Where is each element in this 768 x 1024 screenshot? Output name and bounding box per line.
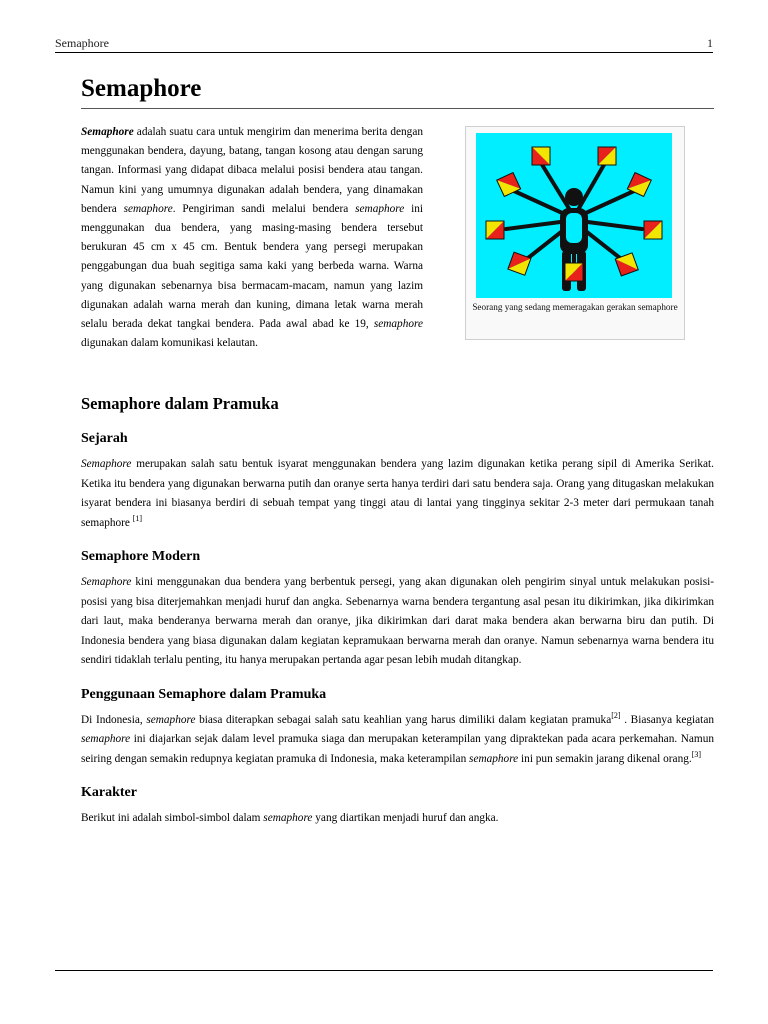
intro-em-1: semaphore (123, 202, 173, 215)
penggunaan-text-5: ini pun semakin jarang dikenal orang. (518, 752, 692, 765)
sejarah-paragraph (81, 455, 714, 533)
citation-link-1[interactable]: [1] (132, 513, 143, 523)
heading-semaphore-modern: Semaphore Modern (81, 549, 201, 564)
header-rule (55, 52, 713, 53)
karakter-text-1: Berikut ini adalah simbol-simbol dalam (81, 812, 264, 824)
penggunaan-em-2: semaphore (81, 733, 131, 745)
modern-text: kini menggunakan dua bendera yang berbentuk persegi, yang akan digunakan oleh pengirim sinyal untuk melakukan posisi-posisi yang bisa diterjemahkan menjadi huruf dan angka. Sebenarnya warna bendera tergantung asal pesan itu dikirimkan, jika dikirimkan dari laut, maka benderanya berwarna merah dan oranye, jika dikirimkan dari darat maka bendera akan berwarna biru dan putih. Di Indonesia bendera yang biasa digunakan dalam kegiatan kepramukaan berwarna merah dan oranye. Namun sebenarnya warna bendera itu sendiri tidaklah terlalu penting, itu hanya merupakan pertanda agar pesan lebih mudah ditangkap. (81, 576, 714, 666)
intro-text-3: ini menggunakan dua bendera, yang masing-masing bendera tersebut berukuran 45 cm x 45 cm. Bentuk bendera yang persegi merupakan penggabungan dua buah segitiga sama kaki yang berbeda warna. Warna yang digunakan sebenarnya bisa bermacam-macam, namun yang lazim digunakan adalah warna merah dan kuning, dimana letak warna merah selalu berada dekat tangkai bendera. Pada awal abad ke 19, (81, 202, 424, 331)
flag-top-right (598, 147, 616, 165)
penggunaan-em-1: semaphore (146, 713, 196, 726)
semaphore-illustration (476, 133, 672, 298)
intro-text-1: adalah suatu cara untuk mengirim dan menerima berita dengan menggunakan bendera, dayung, batang, tangan kosong atau dengan sarung tangan. Informasi yang didapat dibaca melalui posisi bendera atau tangan. Namun kini yang umumnya digunakan adalah bendera, yang dinamakan bendera (81, 126, 423, 215)
citation-link-3[interactable]: [3] (691, 749, 702, 759)
heading-karakter: Karakter (81, 785, 137, 800)
penggunaan-text-1: Di Indonesia, (81, 713, 147, 726)
heading-sejarah: Sejarah (81, 431, 128, 446)
intro-text-4: digunakan dalam komunikasi kelautan. (81, 337, 258, 350)
sejarah-em: Semaphore (81, 458, 132, 470)
intro-text-2: . Pengiriman sandi melalui bendera (172, 202, 356, 215)
penggunaan-text-2: biasa diterapkan sebagai salah satu keahlian yang harus dimiliki dalam kegiatan pramuka (195, 713, 612, 726)
figure-caption: Seorang yang sedang memeragakan gerakan semaphore (472, 302, 678, 312)
footer-rule (55, 970, 713, 971)
flag-bottom-center (565, 263, 583, 281)
heading-penggunaan: Penggunaan Semaphore dalam Pramuka (81, 686, 327, 702)
intro-term: Semaphore (81, 126, 134, 138)
karakter-em: semaphore (263, 812, 313, 824)
sejarah-text: merupakan salah satu bentuk isyarat menggunakan bendera yang lazim digunakan ketika perang sipil di Amerika Serikat. Ketika itu bendera yang digunakan berwarna putih dan oranye serta hanya terdiri dari satu bendera saja. Orang yang ditugaskan melakukan isyarat bendera ini biasanya berdiri di sebuah tempat yang tinggi atau di lantai yang tingginya sekitar 2-3 meter dari permukaan tanah semaphore (81, 458, 714, 529)
karakter-paragraph (81, 809, 714, 829)
modern-paragraph (81, 573, 714, 671)
flag-middle-right (644, 221, 662, 239)
article-content (81, 72, 714, 829)
karakter-text-2: yang diartikan menjadi huruf dan angka. (312, 812, 499, 824)
penggunaan-em-3: semaphore (469, 752, 519, 765)
intro-em-3: semaphore (373, 318, 423, 331)
intro-paragraph (81, 123, 423, 353)
running-header (55, 36, 713, 51)
page-number: 1 (707, 36, 713, 50)
heading-semaphore-dalam-pramuka: Semaphore dalam Pramuka (81, 394, 279, 413)
flag-middle-left (486, 221, 504, 239)
intro-em-2: semaphore (355, 202, 405, 215)
modern-em: Semaphore (81, 576, 132, 588)
flag-top-left (532, 147, 550, 165)
intro-section (81, 123, 714, 369)
penggunaan-text-3: . Biasanya kegiatan (620, 713, 714, 726)
semaphore-figure (465, 126, 685, 340)
penggunaan-paragraph (81, 711, 714, 770)
running-title: Semaphore (55, 36, 109, 50)
penggunaan-text-4: ini diajarkan sejak dalam level pramuka siaga dan merupakan keterampilan yang dipraktekan pada acara perkemahan. Namun seiring dengan semakin redupnya kegiatan pramuka di Indonesia, maka keterampilan (81, 733, 714, 765)
article-title: Semaphore (81, 72, 714, 109)
citation-link-2[interactable]: [2] (611, 710, 621, 720)
